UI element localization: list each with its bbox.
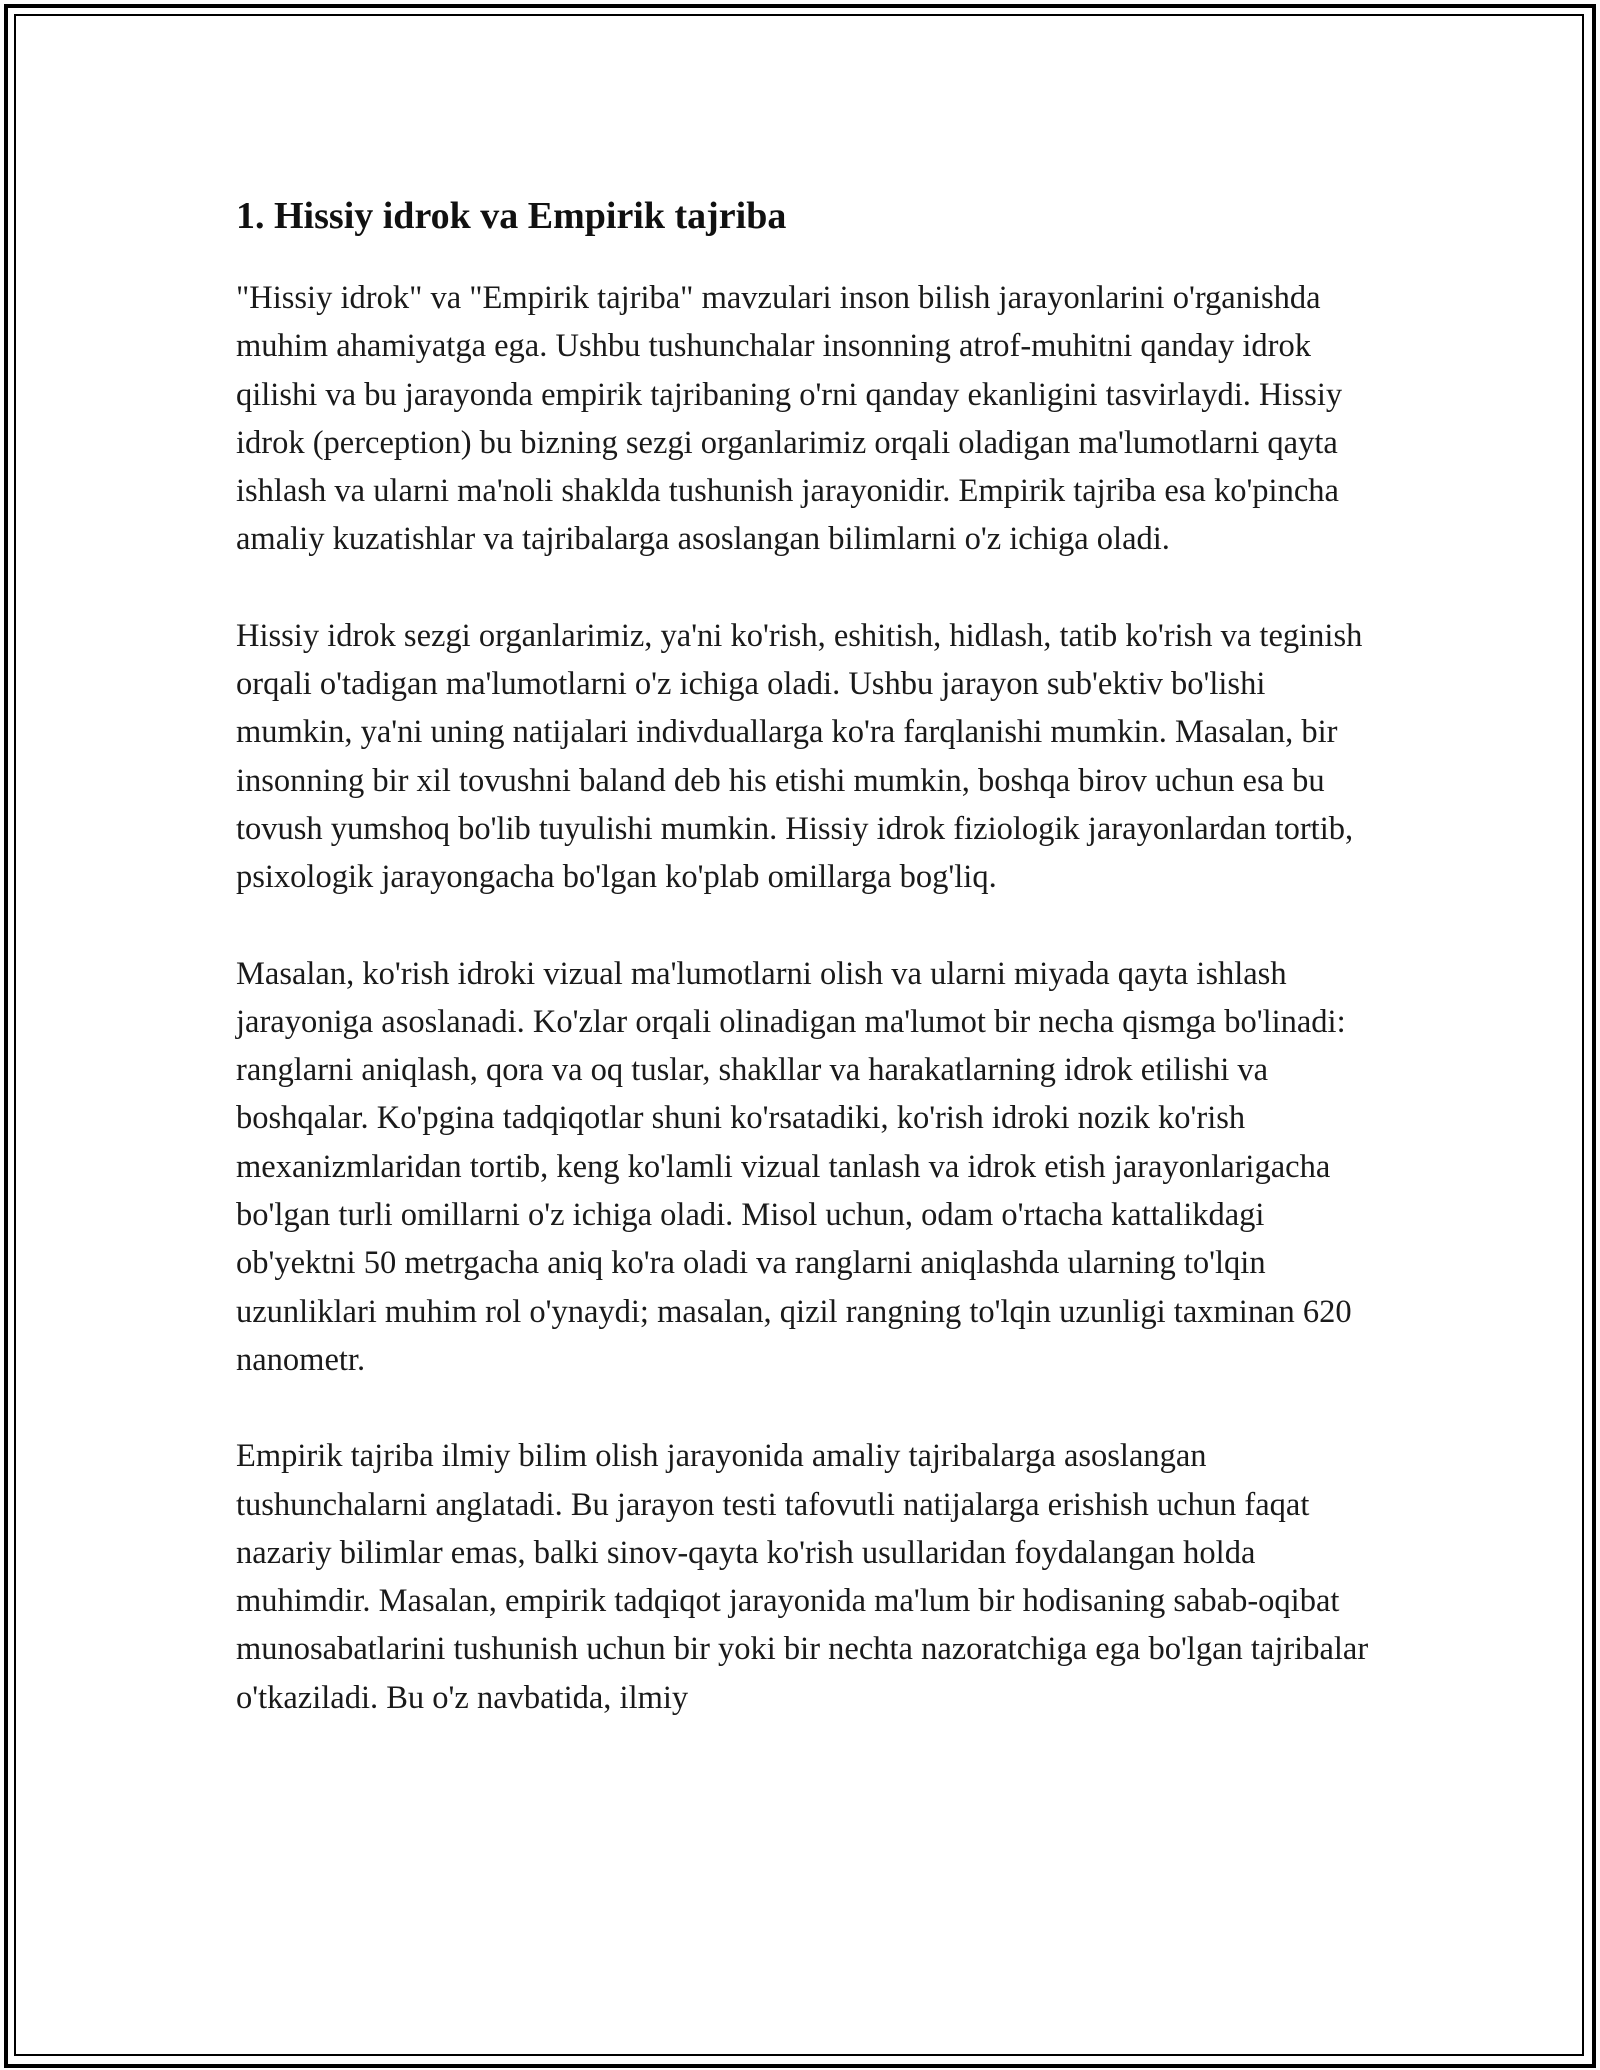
document-body (236, 188, 1386, 1722)
paragraph-3: Masalan, ko'rish idroki vizual ma'lumotlarni olish va ularni miyada qayta ishlash jarayoniga asoslanadi. Ko'zlar orqali olinadigan ma'lumot bir necha qismga bo'linadi: ranglarni aniqlash, qora va oq tuslar, shakllar va harakatlarning idrok etilishi va boshqalar. Ko'pgina tadqiqotlar shuni ko'rsatadiki, ko'rish idroki nozik ko'rish mexanizmlaridan tortib, keng ko'lamli vizual tanlash va idrok etish jarayonlarigacha bo'lgan turli omillarni o'z ichiga oladi. Misol uchun, odam o'rtacha kattalikdagi ob'yektni 50 metrgacha aniq ko'ra oladi va ranglarni aniqlashda ularning to'lqin uzunliklari muhim rol o'ynaydi; masalan, qizil rangning to'lqin uzunligi taxminan 620 nanometr. (236, 955, 1352, 1378)
paragraph-4: Empirik tajriba ilmiy bilim olish jarayonida amaliy tajribalarga asoslangan tushunchalarni anglatadi. Bu jarayon testi tafovutli natijalarga erishish uchun faqat nazariy bilimlar emas, balki sinov-qayta ko'rish usullaridan foydalangan holda muhimdir. Masalan, empirik tadqiqot jarayonida ma'lum bir hodisaning sabab-oqibat munosabatlarini tushunish uchun bir yoki bir nechta nazoratchiga ega bo'lgan tajribalar o'tkaziladi. Bu o'z navbatida, ilmiy (236, 1438, 1369, 1716)
paragraph-2: Hissiy idrok sezgi organlarimiz, ya'ni ko'rish, eshitish, hidlash, tatib ko'rish va teginish orqali o'tadigan ma'lumotlarni o'z ichiga oladi. Ushbu jarayon sub'ektiv bo'lishi mumkin, ya'ni uning natijalari indivduallarga ko'ra farqlanishi mumkin. Masalan, bir insonning bir xil tovushni baland deb his etishi mumkin, boshqa birov uchun esa bu tovush yumshoq bo'lib tuyulishi mumkin. Hissiy idrok fiziologik jarayonlardan tortib, psixologik jarayongacha bo'lgan ko'plab omillarga bog'liq. (236, 617, 1363, 896)
section-heading: 1. Hissiy idrok va Empirik tajriba (236, 195, 787, 237)
paragraph-1: "Hissiy idrok" va "Empirik tajriba" mavzulari inson bilish jarayonlarini o'rganishda muhim ahamiyatga ega. Ushbu tushunchalar insonning atrof-muhitni qanday idrok qilishi va bu jarayonda empirik tajribaning o'rni qanday ekanligini tasvirlaydi. Hissiy idrok (perception) bu bizning sezgi organlarimiz orqali oladigan ma'lumotlarni qayta ishlash va ularni ma'noli shaklda tushunish jarayonidir. Empirik tajriba esa ko'pincha amaliy kuzatishlar va tajribalarga asoslangan bilimlarni o'z ichiga oladi. (236, 280, 1343, 558)
